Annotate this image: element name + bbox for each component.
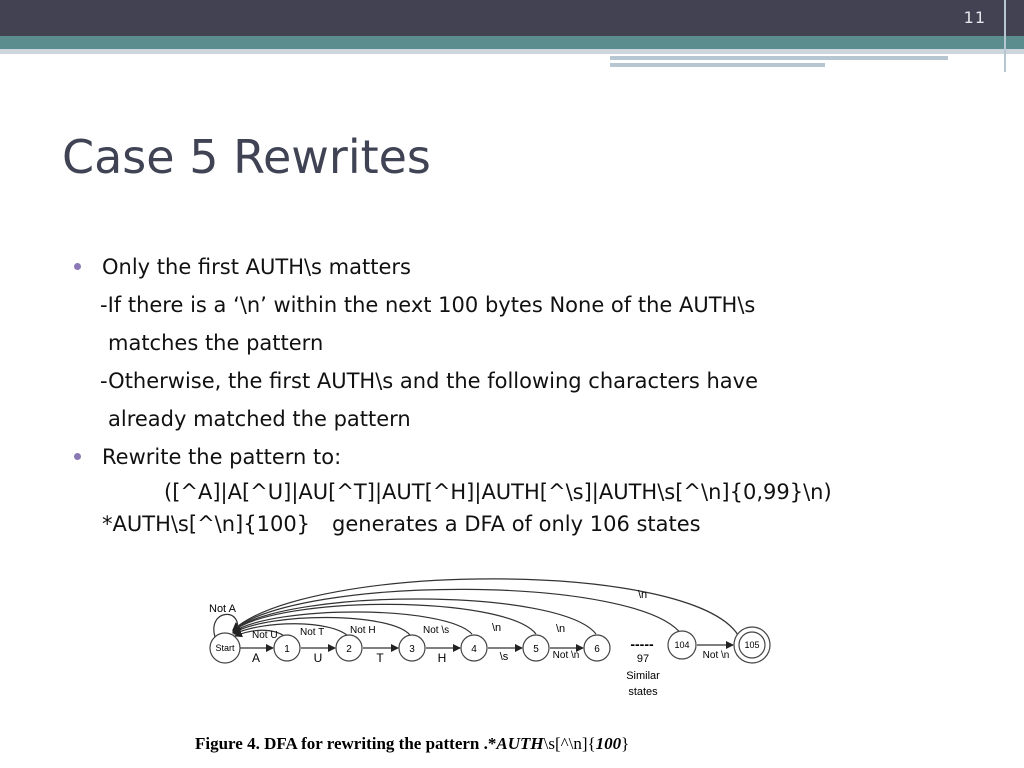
state-4 — [461, 635, 487, 661]
similar-label: Similar — [626, 670, 660, 682]
state-label: 2 — [346, 644, 352, 655]
figure-caption — [195, 734, 629, 753]
state-1 — [274, 635, 300, 661]
header-teal-band — [0, 36, 1024, 49]
bullet-item — [72, 248, 992, 286]
sub-point: -If there is a ‘\n’ within the next 100 bytes None of the AUTH\s — [100, 293, 756, 317]
state-label: 4 — [471, 644, 477, 655]
similar-label: states — [628, 686, 658, 698]
bullet-dot-icon — [74, 453, 81, 460]
state-label: 105 — [744, 640, 760, 650]
edge-label: U — [313, 651, 323, 665]
sub-point-continuation: already matched the pattern — [108, 407, 411, 431]
bullet-dot-icon — [74, 263, 81, 270]
slide-number: 11 — [963, 8, 986, 27]
state-label: 5 — [533, 644, 539, 655]
edge-label: Not T — [300, 627, 325, 638]
ellipsis-dashes: ----- — [630, 636, 654, 652]
bullet-item — [72, 438, 992, 476]
state-label: 104 — [674, 640, 690, 650]
edge-label: Not A — [209, 603, 236, 615]
edge-label: \n — [492, 622, 502, 634]
state-2 — [336, 635, 362, 661]
edge-label: \n — [638, 589, 648, 601]
edge-label: \n — [556, 623, 566, 635]
pattern-code-line: ([^A]|A[^U]|AU[^T]|AUT[^H]|AUTH[^\s]|AUTH\s[^\n]{0,99}\n) — [164, 480, 832, 504]
edge-label: \s — [499, 651, 509, 663]
state-label: 6 — [594, 644, 600, 655]
state-start — [210, 633, 240, 663]
state-5 — [523, 635, 549, 661]
state-105-accepting — [734, 627, 770, 663]
caption-part: Figure 4. DFA for rewriting the pattern .* — [195, 734, 497, 753]
caption-part: \s[^\n]{ — [543, 734, 596, 753]
sub-point: -Otherwise, the first AUTH\s and the following characters have — [100, 369, 759, 393]
caption-part: AUTH — [496, 734, 544, 753]
dfa-diagram — [190, 570, 810, 762]
edge-label: Not \s — [423, 625, 450, 636]
header-vertical-rule — [1004, 0, 1006, 72]
edge-label: Not \n — [552, 650, 580, 661]
slide-title: Case 5 Rewrites — [62, 130, 431, 184]
pattern-code-line — [72, 508, 992, 540]
edge-label: Not H — [350, 625, 376, 636]
state-label: 3 — [409, 644, 415, 655]
state-label: 1 — [284, 644, 290, 655]
similar-count: 97 — [636, 653, 650, 665]
pattern-code-tail: *AUTH\s[^\n]{100} — [102, 512, 311, 536]
sub-point-continuation: matches the pattern — [108, 331, 324, 355]
header-accent-stripe — [610, 63, 825, 67]
edge-label: H — [437, 651, 447, 665]
pattern-result-text: generates a DFA of only 106 states — [332, 512, 701, 536]
state-6 — [584, 635, 610, 661]
bullet-text: Rewrite the pattern to: — [102, 445, 342, 469]
state-104 — [668, 631, 696, 659]
edge-label: Not \n — [702, 650, 730, 661]
header-grey-band — [0, 49, 1024, 54]
edge-label: T — [376, 651, 384, 665]
header-dark-band — [0, 0, 1024, 36]
slide-content — [72, 248, 992, 540]
caption-part: } — [621, 734, 630, 753]
edge-label: A — [251, 651, 261, 665]
header-accent-stripe — [610, 56, 948, 60]
edge-label: Not U — [252, 630, 278, 641]
caption-part: 100 — [595, 734, 622, 753]
state-label: Start — [215, 643, 235, 653]
state-3 — [399, 635, 425, 661]
bullet-text: Only the first AUTH\s matters — [102, 255, 411, 279]
